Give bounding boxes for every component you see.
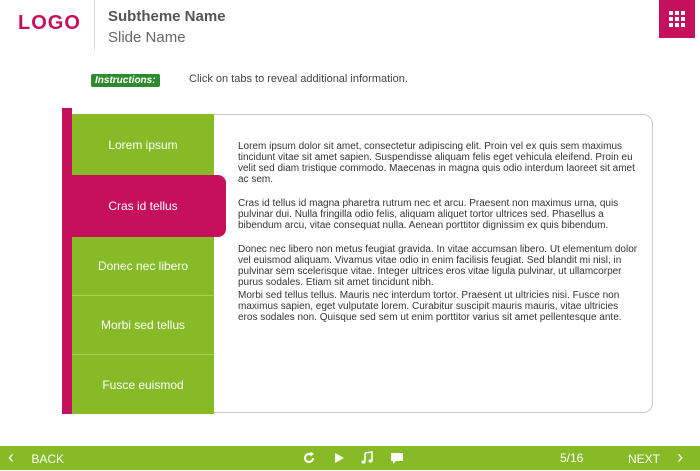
header-divider: [94, 0, 95, 50]
header: [0, 0, 700, 58]
back-label: BACK: [31, 452, 65, 466]
music-icon: [360, 451, 374, 465]
next-label: NEXT: [628, 452, 660, 466]
content-text: [238, 141, 638, 336]
tab-donec-nec-libero[interactable]: [72, 237, 214, 295]
tab-label: Fusce euismod: [102, 377, 184, 392]
subtitles-button[interactable]: [388, 449, 406, 467]
subtheme-title: Subtheme Name: [108, 8, 226, 25]
content-paragraph: Morbi sed tellus tellus. Mauris nec interdum tortor. Praesent ut ultricies nisi. Fusce non maximus sapien, eget vulputate lorem. Curabitur suscipit mauris mauris, vitae ultricies eros sodales non. Quisque sed sem ut enim porttitor varius sit amet pellentesque ante.: [238, 290, 622, 323]
replay-icon: [302, 451, 316, 465]
tab-cras-id-tellus[interactable]: [72, 175, 226, 237]
replay-button[interactable]: [300, 449, 318, 467]
content-paragraph: Cras id tellus id magna pharetra rutrum nec et arcu. Praesent non maximus urna, quis pulvinar dui. Nulla fringilla odio felis, aliquam aliquet tortor ultrices sed. Phasellus a bibendum arcu, vitae consequat nulla. Aenean porttitor dignissim ex quis bibendum.: [238, 198, 619, 231]
content-paragraph: Donec nec libero non metus feugiat gravida. In vitae accumsan libero. Ut elementum dolor vel euismod aliquam. Vivamus vitae odio in enim facilisis feugiat. Sed blandit mi nisl, in pulvinar sem scelerisque vitae. Integer ultrices eros vitae ligula pulvinar, ut ullamcorper purus sodales. Etiam sit amet tincidunt nibh.: [238, 244, 638, 288]
tab-label: Morbi sed tellus: [100, 318, 186, 332]
footer-bar: [0, 446, 700, 470]
content-paragraph: Lorem ipsum dolor sit amet, consectetur adipiscing elit. Proin vel ex quis sem maximus tincidunt vitae sit amet sapien. Suspendisse aliquam felis eget vehicula eleifend. Proin eu velit sed diam tristique commodo. Maecenas in magna quis odio interdum laoreet sit amet ac sem.: [238, 141, 635, 185]
play-button[interactable]: [330, 449, 348, 467]
page-indicator: 5/16: [560, 451, 584, 465]
instructions-badge: Instructions:: [91, 74, 160, 87]
instructions-text: Click on tabs to reveal additional information.: [189, 73, 408, 85]
menu-button[interactable]: [659, 0, 695, 38]
tab-label: Lorem ipsum: [108, 137, 178, 152]
grid-menu-icon: [669, 11, 685, 27]
tab-label: Cras id tellus: [108, 199, 178, 213]
chevron-right-icon: ›: [677, 447, 684, 467]
back-button[interactable]: [8, 446, 64, 470]
subtitles-icon: [390, 451, 404, 465]
logo: LOGO: [18, 12, 81, 34]
tab-lorem-ipsum[interactable]: [72, 114, 214, 175]
next-button[interactable]: [628, 446, 683, 470]
tab-morbi-sed-tellus[interactable]: [72, 296, 214, 354]
tabs-accent-bar: [62, 108, 72, 414]
chevron-left-icon: ‹: [8, 447, 14, 467]
play-icon: [333, 452, 345, 464]
tab-label: Donec nec libero: [97, 259, 189, 273]
slide-title: Slide Name: [108, 29, 186, 46]
music-button[interactable]: [358, 449, 376, 467]
tab-fusce-euismod[interactable]: [72, 355, 214, 414]
